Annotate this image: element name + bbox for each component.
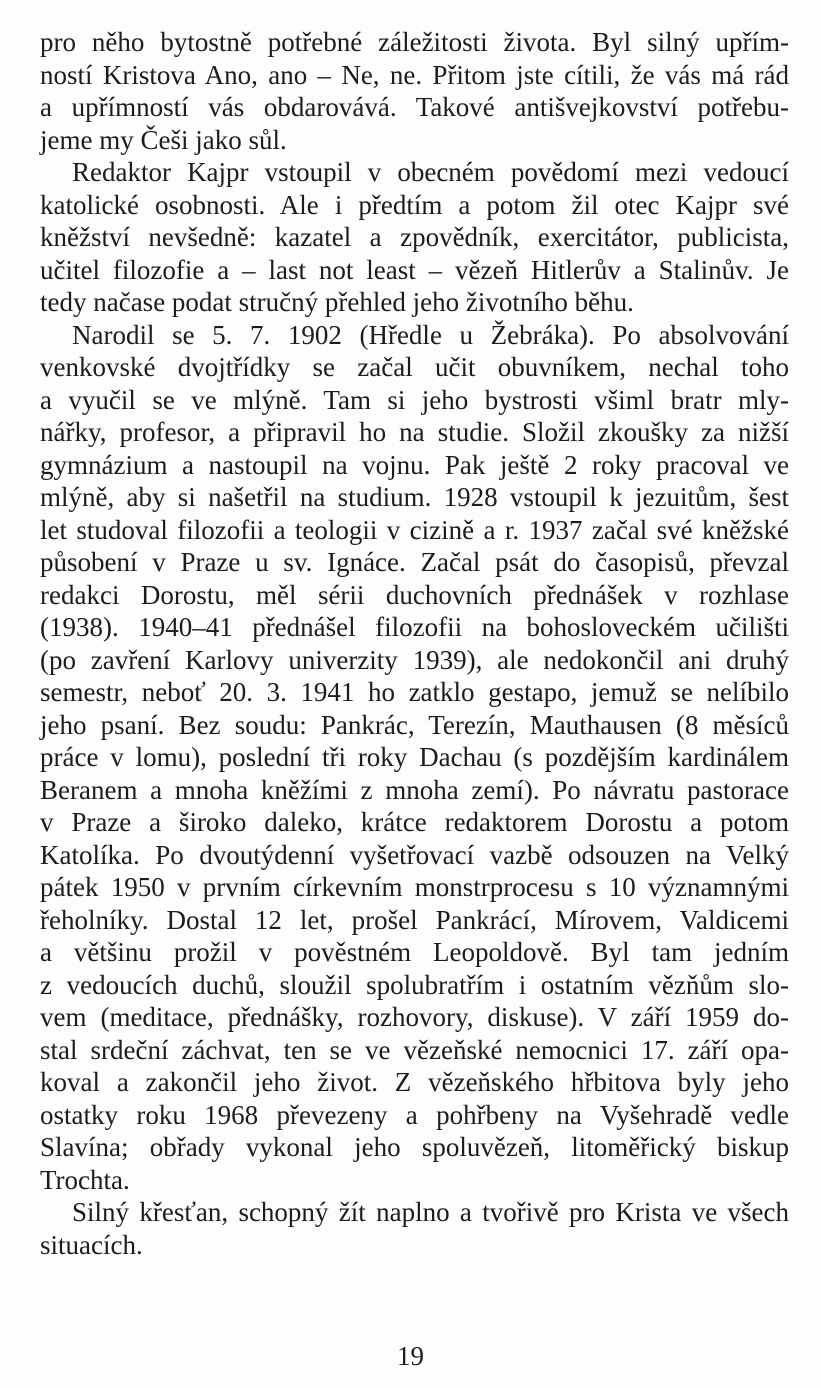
- text-line: semestr, neboť 20. 3. 1941 ho zatklo gestapo, jemuž se nelíbilo: [40, 677, 789, 707]
- text-line: řeholníky. Dostal 12 let, prošel Pankrácí, Mírovem, Valdicemi: [40, 904, 789, 935]
- text-line: z vedoucích duchů, sloužil spolubratřím i ostatním vězňům slo-: [40, 969, 789, 1000]
- paragraph-3: [40, 319, 789, 1197]
- text-line: jeme my Češi jako sůl.: [40, 124, 287, 155]
- text-line: venkovské dvojtřídky se začal učit obuvníkem, nechal toho: [40, 352, 789, 382]
- body-text: [40, 26, 789, 1261]
- text-line: působení v Praze u sv. Ignáce. Začal psát do časopisů, převzal: [40, 547, 789, 577]
- text-line: a upřímností vás obdarovává. Takové antišvejkovství potřebu-: [40, 92, 789, 122]
- text-line: pátek 1950 v prvním církevním monstrprocesu s 10 významnými: [40, 872, 789, 902]
- text-line: Beranem a mnoha kněžími z mnoha zemí). Po návratu pastorace: [40, 774, 789, 805]
- page-number: 19: [397, 1341, 424, 1371]
- text-line: práce v lomu), poslední tři roky Dachau (s pozdějším kardinálem: [40, 742, 789, 772]
- text-line: v Praze a široko daleko, krátce redaktorem Dorostu a potom: [40, 807, 789, 837]
- text-line: Trochta.: [40, 1164, 130, 1195]
- text-line: tedy načase podat stručný přehled jeho životního běhu.: [40, 287, 634, 317]
- text-line: (po zavření Karlovy univerzity 1939), ale nedokončil ani druhý: [40, 644, 789, 675]
- text-line: gymnázium a nastoupil na vojnu. Pak ještě 2 roky pracoval ve: [40, 449, 789, 480]
- text-line: koval a zakončil jeho život. Z vězeňského hřbitova byly jeho: [40, 1067, 789, 1097]
- text-line: stal srdeční záchvat, ten se ve vězeňské nemocnici 17. září opa-: [40, 1034, 789, 1065]
- text-line: nářky, profesor, a připravil ho na studie. Složil zkoušky za nižší: [40, 417, 789, 447]
- text-line: (1938). 1940–41 přednášel filozofii na bohosloveckém učilišti: [40, 612, 789, 642]
- text-line: Slavína; obřady vykonal jeho spoluvězeň, litoměřický biskup: [40, 1132, 789, 1162]
- text-line: redakci Dorostu, měl sérii duchovních přednášek v rozhlase: [40, 579, 789, 610]
- text-line: pro něho bytostně potřebné záležitosti života. Byl silný upřím-: [40, 27, 789, 57]
- text-line: ností Kristova Ano, ano – Ne, ne. Přitom jste cítili, že vás má rád: [40, 59, 789, 90]
- text-line: kněžství nevšedně: kazatel a zpovědník, exercitátor, publicista,: [40, 222, 789, 252]
- text-line: a vyučil se ve mlýně. Tam si jeho bystrosti všiml bratr mly-: [40, 384, 789, 415]
- text-line: let studoval filozofii a teologii v cizině a r. 1937 začal své kněžské: [40, 514, 789, 545]
- text-line: situacích.: [40, 1229, 143, 1260]
- text-line: mlýně, aby si našetřil na studium. 1928 vstoupil k jezuitům, šest: [40, 482, 789, 512]
- text-line: učitel filozofie a – last not least – vězeň Hitlerův a Stalinův. Je: [40, 254, 789, 285]
- text-line: Narodil se 5. 7. 1902 (Hředle u Žebráka). Po absolvování: [72, 319, 789, 350]
- text-line: vem (meditace, přednášky, rozhovory, diskuse). V září 1959 do-: [40, 1002, 789, 1032]
- text-line: Silný křesťan, schopný žít naplno a tvořivě pro Krista ve všech: [72, 1197, 789, 1227]
- paragraph-2: [40, 156, 789, 319]
- text-line: katolické osobnosti. Ale i předtím a potom žil otec Kajpr své: [40, 189, 789, 220]
- paragraph-4: [40, 1196, 789, 1261]
- text-line: jeho psaní. Bez soudu: Pankrác, Terezín, Mauthausen (8 měsíců: [40, 709, 789, 740]
- text-line: ostatky roku 1968 převezeny a pohřbeny na Vyšehradě vedle: [40, 1099, 789, 1130]
- text-line: a většinu prožil v pověstném Leopoldově. Byl tam jedním: [40, 937, 789, 967]
- text-line: Katolíka. Po dvoutýdenní vyšetřovací vazbě odsouzen na Velký: [40, 839, 789, 870]
- paragraph-1: [40, 26, 789, 156]
- text-line: Redaktor Kajpr vstoupil v obecném povědomí mezi vedoucí: [72, 157, 789, 187]
